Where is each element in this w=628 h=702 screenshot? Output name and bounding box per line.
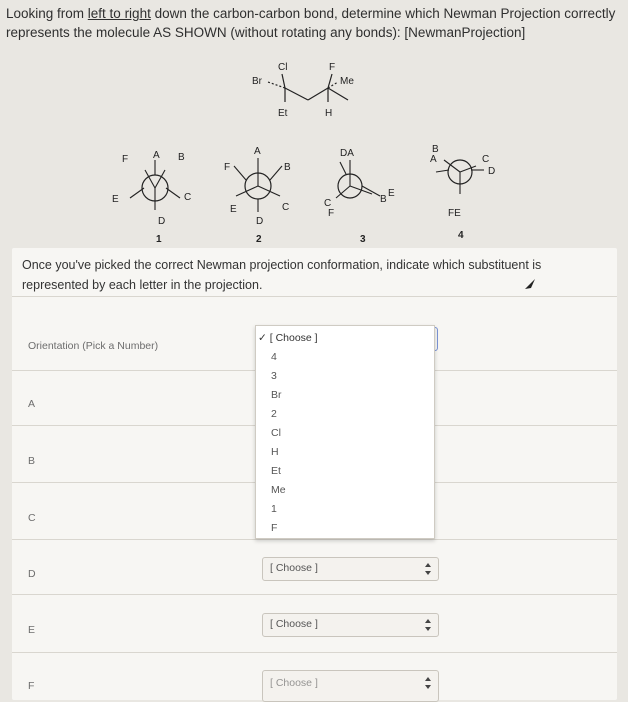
newman-projection-1 [100,140,210,250]
np4-a: A [430,154,437,165]
np3-e: E [388,188,395,199]
mol-h: H [325,108,333,119]
np2-number: 2 [256,234,262,245]
dropdown-option[interactable]: 2 [271,408,277,420]
dropdown-option[interactable]: 3 [271,370,277,382]
np3-f: F [328,208,335,219]
newman-projection-2 [200,140,310,250]
chevron-updown-icon [424,562,432,576]
select-f-value: [ Choose ] [270,677,318,689]
chevron-updown-icon [424,618,432,632]
question-prefix: Looking from [6,6,88,21]
dropdown-option[interactable]: Me [271,484,286,496]
np3-b: B [380,194,387,205]
dropdown-option[interactable]: Et [271,465,281,477]
question-suffix: down the carbon-carbon bond, determine which Newman Projection correctly represents the molecule AS SHOWN (without rotating any bonds): [NewmanProjection] [6,6,616,40]
mol-br: Br [252,76,262,87]
row-label-b: B [28,455,36,467]
np4-fe: FE [448,208,461,219]
checkmark-icon: ✓ [258,332,267,344]
mol-et: Et [278,108,288,119]
np1-f: F [122,154,129,165]
mol-me: Me [340,76,354,87]
chevron-updown-icon [424,676,432,690]
np1-e: E [112,194,119,205]
molecule-structure [230,58,400,133]
np3-da: DA [340,148,354,159]
divider [12,296,617,297]
dropdown-option[interactable]: H [271,446,279,458]
question-text [6,4,616,42]
np3-c: C [324,198,332,209]
divider [12,594,617,595]
divider [12,539,617,540]
select-e-value: [ Choose ] [270,618,318,630]
dropdown-option[interactable]: F [271,522,278,534]
np4-d: D [488,166,496,177]
select-f[interactable] [262,670,439,702]
row-label-a: A [28,398,36,410]
np1-number: 1 [156,234,162,245]
mol-f: F [329,62,336,73]
divider [12,652,617,653]
np4-c: C [482,154,490,165]
np2-b: B [284,162,291,173]
np2-d: D [256,216,264,227]
np4-b: B [432,144,439,155]
row-label-e: E [28,624,36,636]
np2-f: F [224,162,231,173]
question-underlined: left to right [87,6,151,21]
row-label-f: F [28,680,35,692]
dropdown-option-selected[interactable]: ✓ [ Choose ] [258,332,318,344]
mouse-cursor-icon [525,279,535,289]
row-label-c: C [28,512,36,524]
dropdown-option[interactable]: Br [271,389,282,401]
np2-a: A [254,146,261,157]
orientation-dropdown-menu[interactable] [255,325,435,539]
instruction-text: Once you've picked the correct Newman projection conformation, indicate which substituent is represented by each letter in the projection. [22,258,542,292]
select-e[interactable] [262,613,439,637]
dropdown-option[interactable]: Cl [271,427,281,439]
row-label-orientation: Orientation (Pick a Number) [28,340,159,352]
np1-b: B [178,152,185,163]
newman-projections [100,140,620,250]
row-label-d: D [28,568,36,580]
np3-number: 3 [360,234,366,245]
newman-projection-3 [300,140,410,250]
np1-a: A [153,150,160,161]
mol-cl: Cl [278,62,288,73]
select-d[interactable] [262,557,439,581]
select-d-value: [ Choose ] [270,562,318,574]
np1-d: D [158,216,166,227]
dropdown-option[interactable]: 1 [271,503,277,515]
np2-c: C [282,202,290,213]
np1-c: C [184,192,192,203]
np4-number: 4 [458,230,464,241]
dropdown-option[interactable]: 4 [271,351,277,363]
np2-e: E [230,204,237,215]
newman-projection-4 [400,140,510,250]
